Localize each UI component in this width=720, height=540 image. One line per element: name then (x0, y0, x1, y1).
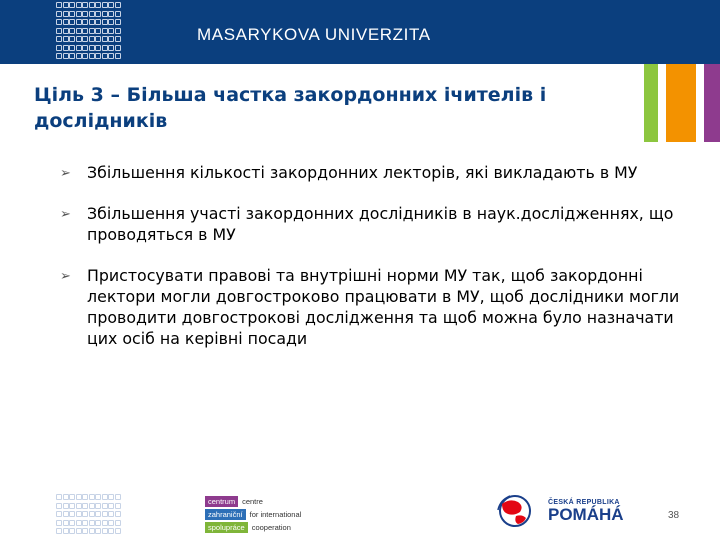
dot (102, 45, 108, 51)
university-logo-text: MASARYKOVA UNIVERZITA (197, 25, 431, 44)
dot (95, 19, 101, 25)
dot (89, 19, 95, 25)
dot (108, 494, 114, 500)
dot (76, 528, 82, 534)
dot (63, 36, 69, 42)
dot (115, 494, 121, 500)
dot (69, 503, 75, 509)
dot (76, 2, 82, 8)
dot (82, 28, 88, 34)
dot (76, 494, 82, 500)
dot (108, 19, 114, 25)
orange-bar (666, 64, 696, 142)
dot (102, 19, 108, 25)
arrow-bullet-icon: ➢ (60, 269, 71, 284)
dot (56, 503, 62, 509)
globe-icon (490, 490, 540, 532)
dot (76, 36, 82, 42)
green-bar (644, 64, 658, 142)
bullet-list (60, 162, 700, 349)
dot (115, 53, 121, 59)
dot (63, 28, 69, 34)
dot (56, 36, 62, 42)
dot (63, 528, 69, 534)
dot (89, 494, 95, 500)
cr-logo-line1: ČESKÁ REPUBLIKA (548, 498, 620, 506)
bullet-text: Збільшення кількості закордонних лекторів, які викладають в МУ (87, 163, 638, 182)
dot-pattern (56, 494, 121, 537)
dot (89, 28, 95, 34)
dot (82, 528, 88, 534)
dot (82, 511, 88, 517)
dot (115, 45, 121, 51)
dot (102, 11, 108, 17)
page-number: 38 (668, 510, 680, 521)
dot (115, 28, 121, 34)
dot (95, 503, 101, 509)
dot (108, 520, 114, 526)
bullet-item (60, 265, 700, 349)
dot (63, 11, 69, 17)
dot (102, 28, 108, 34)
dot (63, 19, 69, 25)
cr-logo-line2: POMÁHÁ (548, 504, 624, 524)
bullet-text: Пристосувати правові та внутрішні норми МУ так, щоб закордонні лектори могли довгостроково працювати в МУ, щоб дослідники могли проводити довгострокові дослідження та щоб можна було назначати цих осіб на керівні посади (87, 266, 680, 348)
dot (108, 503, 114, 509)
dot (76, 53, 82, 59)
dot (102, 503, 108, 509)
dot (76, 45, 82, 51)
dot (89, 36, 95, 42)
dot (63, 45, 69, 51)
czs-box: spolupráce (205, 522, 248, 533)
dot (56, 11, 62, 17)
dot (63, 2, 69, 8)
dot (56, 45, 62, 51)
bullet-item (60, 203, 700, 245)
dot (76, 28, 82, 34)
dot (63, 503, 69, 509)
dot (76, 19, 82, 25)
dot (95, 494, 101, 500)
dot (102, 36, 108, 42)
dot (115, 528, 121, 534)
dot (115, 11, 121, 17)
header-bar (0, 0, 720, 64)
dot (69, 511, 75, 517)
dot (115, 19, 121, 25)
dot (82, 19, 88, 25)
dot (108, 528, 114, 534)
dot (95, 36, 101, 42)
dot (82, 53, 88, 59)
dot (108, 2, 114, 8)
dot (82, 520, 88, 526)
dot (56, 19, 62, 25)
dot (102, 494, 108, 500)
dot (102, 2, 108, 8)
dot (69, 45, 75, 51)
czs-text: for international (249, 510, 302, 519)
dot (89, 53, 95, 59)
dot (69, 520, 75, 526)
dot (69, 19, 75, 25)
dot (89, 503, 95, 509)
dot (56, 28, 62, 34)
dot (108, 11, 114, 17)
dot (95, 511, 101, 517)
czs-box: zahraniční (205, 509, 246, 520)
dot (56, 511, 62, 517)
purple-bar (704, 64, 720, 142)
dot (69, 11, 75, 17)
decorative-bars (644, 64, 720, 142)
dot (82, 494, 88, 500)
dot (102, 520, 108, 526)
dot (108, 53, 114, 59)
arrow-bullet-icon: ➢ (60, 207, 71, 222)
dot (69, 494, 75, 500)
dot (95, 53, 101, 59)
dot (89, 511, 95, 517)
dot (115, 520, 121, 526)
cr-pomaha-logo (490, 490, 624, 532)
dot (115, 503, 121, 509)
dot (102, 528, 108, 534)
dot (108, 511, 114, 517)
dot (63, 494, 69, 500)
dot (89, 528, 95, 534)
dot (89, 2, 95, 8)
dot (89, 11, 95, 17)
czs-box: centrum (205, 496, 238, 507)
dot (102, 511, 108, 517)
dot (69, 36, 75, 42)
dot (95, 520, 101, 526)
dot (95, 28, 101, 34)
dot (56, 494, 62, 500)
dot (69, 2, 75, 8)
dot (63, 520, 69, 526)
dot (76, 520, 82, 526)
dot (108, 28, 114, 34)
dot (82, 503, 88, 509)
dot (69, 528, 75, 534)
dot (82, 11, 88, 17)
dot (63, 511, 69, 517)
dot (115, 511, 121, 517)
dot (82, 2, 88, 8)
czs-text: cooperation (251, 523, 291, 532)
dot (95, 2, 101, 8)
dot (108, 36, 114, 42)
dot (89, 520, 95, 526)
dot (89, 45, 95, 51)
dot (82, 36, 88, 42)
dot (115, 36, 121, 42)
dot (76, 511, 82, 517)
dot (56, 53, 62, 59)
dot-pattern (56, 2, 121, 62)
dot (95, 11, 101, 17)
dot (56, 2, 62, 8)
bullet-item (60, 162, 700, 183)
dot (69, 53, 75, 59)
dot (56, 520, 62, 526)
dot (95, 45, 101, 51)
dot (115, 2, 121, 8)
czs-text: centre (242, 497, 263, 506)
dot (56, 528, 62, 534)
cr-logo-text (548, 499, 624, 524)
bullet-text: Збільшення участі закордонних дослідників в наук.дослідженнях, що проводяться в МУ (87, 204, 674, 244)
dot (95, 528, 101, 534)
dot (108, 45, 114, 51)
dot (102, 53, 108, 59)
dot (76, 11, 82, 17)
dot (69, 28, 75, 34)
slide-title: Ціль 3 – Більша частка закордонних ічителів і дослідників (34, 84, 547, 132)
dot (82, 45, 88, 51)
dot (76, 503, 82, 509)
czs-logo (205, 496, 301, 535)
dot (63, 53, 69, 59)
arrow-bullet-icon: ➢ (60, 166, 71, 181)
